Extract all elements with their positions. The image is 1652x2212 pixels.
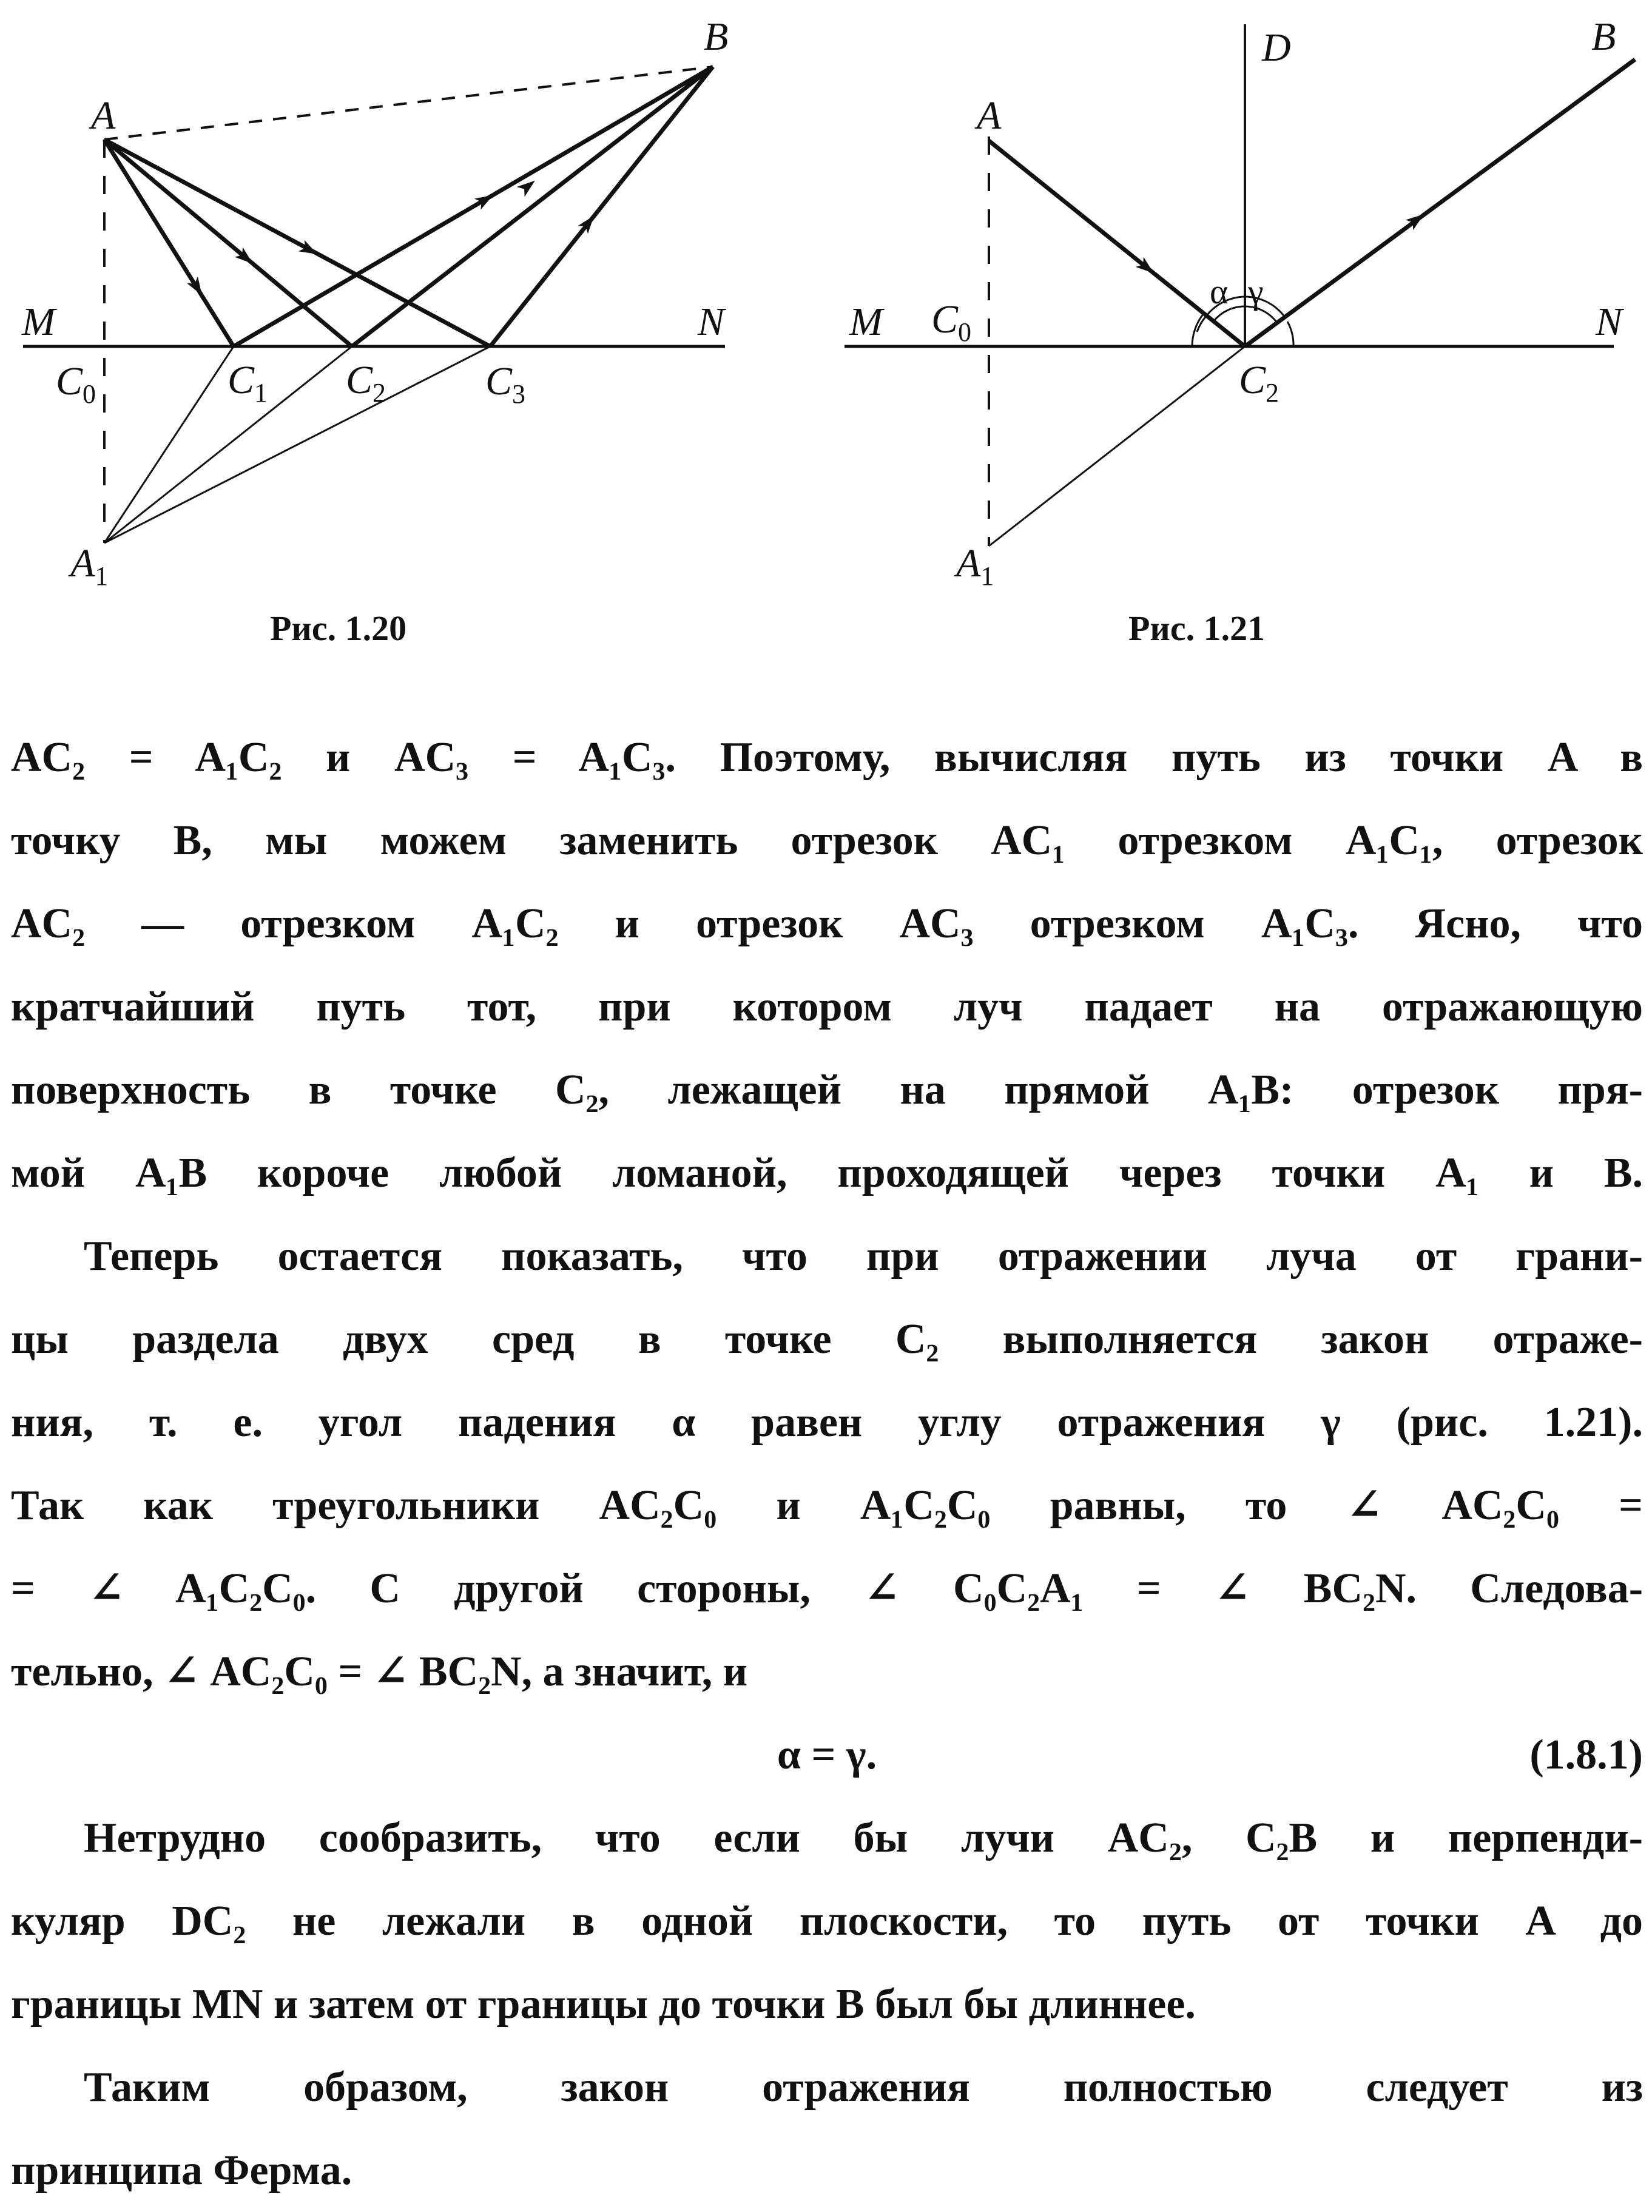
label-c0: $C_0$: [931, 297, 972, 347]
text-line: тельно, ∠ AC₂C₀ = ∠ BC₂N, а значит, и: [11, 1648, 748, 1695]
label-d: D: [1262, 25, 1291, 70]
text-line: кратчайший путь тот, при котором луч падает на отражающую: [11, 983, 1643, 1030]
label-c2: $C_2$: [346, 358, 386, 408]
label-m: M: [22, 300, 55, 344]
label-c3: $C_3$: [485, 359, 526, 409]
text-line: мой A₁B короче любой ломаной, проходящей через точки A₁ и B.: [11, 1150, 1643, 1196]
ray-a-c3: [104, 140, 490, 346]
paragraph-1: [11, 716, 1643, 1215]
angle-alpha-arc-inner: [1197, 315, 1207, 332]
text-line: Теперь остается показать, что при отражении луча от грани-: [84, 1233, 1643, 1280]
figure-1-21-diagram: [825, 0, 1652, 679]
caption-fig-1-21: Рис. 1.21: [1128, 609, 1266, 648]
figure-1-21: [825, 0, 1652, 679]
label-gamma: γ: [1248, 272, 1264, 311]
label-m: M: [849, 300, 883, 344]
ray-c3-b: [490, 67, 713, 346]
text-line: Таким образом, закон отражения полностью следует из: [84, 2064, 1643, 2111]
reflected-ray: [1245, 59, 1635, 346]
label-a1: $A_1$: [956, 541, 994, 591]
label-a: A: [91, 93, 116, 138]
text-line: куляр DC₂ не лежали в одной плоскости, то путь от точки A до: [11, 1898, 1643, 1944]
paragraph-4: [11, 2046, 1643, 2212]
text-line: AC₂ — отрезком A₁C₂ и отрезок AC₃ отрезком A₁C₃. Ясно, что: [11, 900, 1643, 947]
body-text: [11, 716, 1643, 2212]
text-line: = ∠ A₁C₂C₀. С другой стороны, ∠ C₀C₂A₁ = ∠ BC₂N. Следова-: [11, 1565, 1643, 1612]
label-n: N: [698, 300, 725, 344]
label-c1: $C_1$: [228, 358, 268, 408]
label-c0: $C_0$: [56, 359, 96, 409]
text-line: цы раздела двух сред в точке C₂ выполняется закон отраже-: [11, 1316, 1643, 1363]
equation-1-8-1: [11, 1713, 1643, 1796]
equation-number: (1.8.1): [1529, 1731, 1643, 1778]
label-b: B: [704, 15, 729, 59]
text-line: AC₂ = A₁C₂ и AC₃ = A₁C₃. Поэтому, вычисляя путь из точки A в: [11, 734, 1643, 781]
figure-1-20-diagram: [0, 0, 825, 679]
ray-c1-b: [234, 67, 713, 346]
figure-1-20: [0, 0, 825, 679]
ray-a-c1: [104, 140, 234, 346]
text-line: Так как треугольники AC₂C₀ и A₁C₂C₀ равны, то ∠ AC₂C₀ =: [11, 1482, 1643, 1529]
ray-c2-b: [352, 67, 713, 346]
dashed-line-ab: [104, 67, 713, 140]
text-line: принципа Ферма.: [11, 2147, 352, 2194]
equation-body: α = γ.: [777, 1731, 877, 1778]
label-a1: $A_1$: [70, 541, 109, 591]
label-a: A: [977, 93, 1002, 138]
line-a1-c2: [989, 346, 1245, 546]
text-line: Нетрудно сообразить, что если бы лучи AC₂, C₂B и перпенди-: [84, 1815, 1643, 1861]
label-n: N: [1596, 300, 1623, 344]
paragraph-3: [11, 1796, 1643, 2046]
text-line: поверхность в точке C₂, лежащей на прямой A₁B: отрезок пря-: [11, 1067, 1643, 1113]
label-alpha: α: [1210, 272, 1229, 311]
text-line: точку B, мы можем заменить отрезок AC₁ отрезком A₁C₁, отрезок: [11, 817, 1643, 864]
line-a1-c1: [104, 346, 234, 543]
caption-fig-1-20: Рис. 1.20: [270, 609, 407, 648]
line-a1-c3: [104, 346, 490, 543]
text-line: границы MN и затем от границы до точки B был бы длиннее.: [11, 1981, 1196, 2028]
ray-a-c2: [104, 140, 352, 346]
angle-right-base-arc: [1287, 322, 1293, 346]
text-line: ния, т. е. угол падения α равен углу отражения γ (рис. 1.21).: [11, 1399, 1643, 1446]
paragraph-2: [11, 1215, 1643, 1713]
label-c2: $C_2$: [1239, 358, 1279, 408]
label-b: B: [1591, 15, 1616, 59]
